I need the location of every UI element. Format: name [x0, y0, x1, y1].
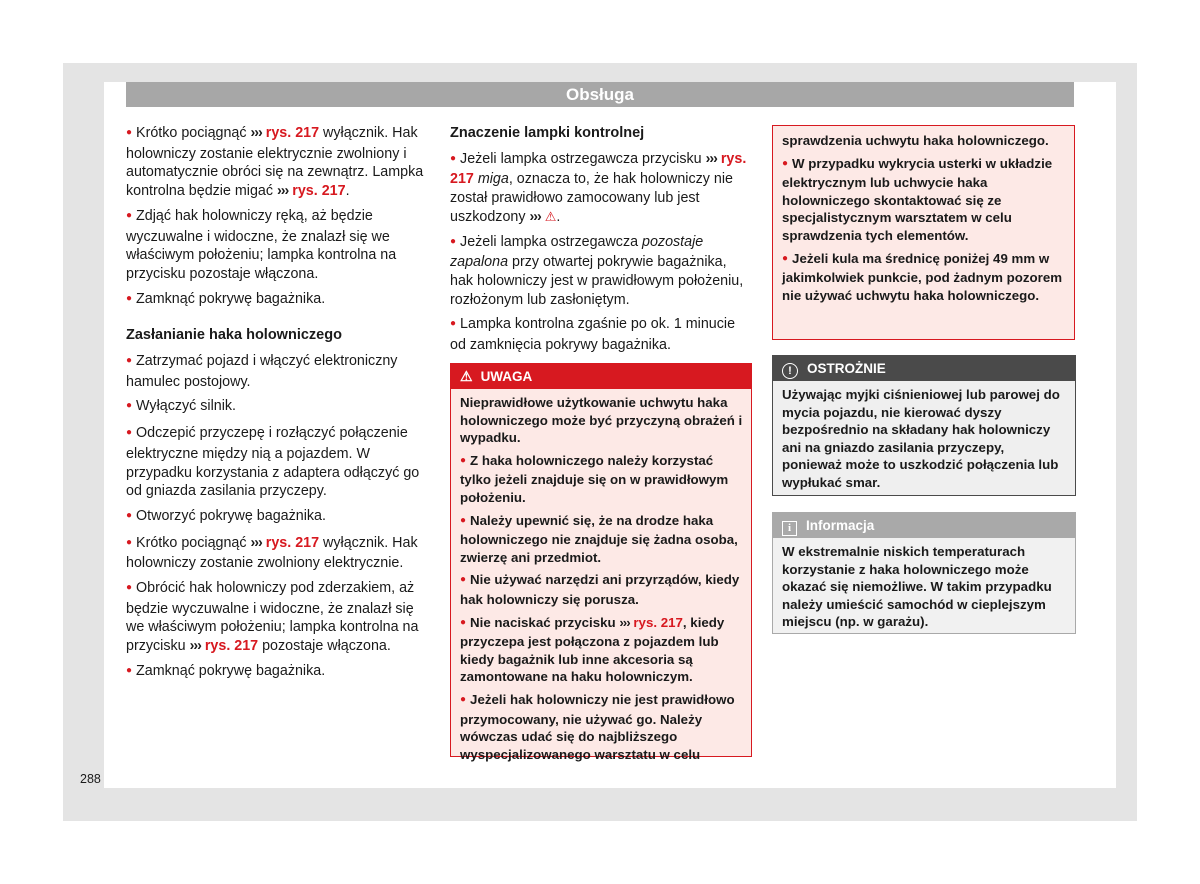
list-item: ● Krótko pociągnąć ››› rys. 217 wyłącznik. Hak holowniczy zostanie zwolniony elektrycznie. — [126, 534, 430, 573]
list-item: ● Krótko pociągnąć ››› rys. 217 wyłącznik. Hak holowniczy zostanie elektrycznie zwolniony i automatycznie obróci się na zewnątrz. Lampka kontrolna będzie migać ››› rys. 217. — [126, 124, 430, 201]
list-item: ● Otworzyć pokrywę bagażnika. — [126, 507, 430, 528]
list-item: ● Jeżeli lampka ostrzegawcza przycisku ››› rys. 217 miga, oznacza to, że hak holowniczy nie został prawidłowo zamocowany lub jest uszkodzony ››› ⚠. — [450, 150, 752, 227]
list-item: ● W przypadku wykrycia usterki w układzie elektrycznym lub uchwycie haka holowniczego skontaktować się ze specjalistycznym warsztatem w celu sprawdzenia tych elementów. — [782, 155, 1066, 245]
list-item: ● Jeżeli kula ma średnicę poniżej 49 mm w jakimkolwiek punkcie, pod żadnym pozorem nie używać uchwytu haka holowniczego. — [782, 250, 1066, 305]
figure-reference[interactable]: rys. 217 — [204, 638, 259, 655]
warning-box — [450, 363, 752, 762]
warning-intro: Nieprawidłowe użytkowanie uchwytu haka holowniczego może być przyczyną obrażeń i wypadku. — [460, 395, 743, 446]
info-icon: i — [782, 521, 797, 536]
exclamation-circle-icon: ! — [782, 363, 798, 379]
list-item: ● Obrócić hak holowniczy pod zderzakiem, aż będzie wyczuwalne i widoczne, że znalazł się we właściwym położeniu; lampka kontrolna na przycisku ››› rys. 217 pozostaje włączona. — [126, 579, 430, 656]
figure-reference[interactable]: rys. 217 — [633, 614, 683, 630]
list-item: ● Nie używać narzędzi ani przyrządów, kiedy hak holowniczy się porusza. — [460, 571, 743, 608]
list-item: ● Odczepić przyczepę i rozłączyć połączenie elektryczne między nią a pojazdem. W przypadku korzystania z adaptera odłączyć go od gniazda zasilania przyczepy. — [126, 424, 430, 501]
warning-continuation: sprawdzenia uchwytu haka holowniczego. — [782, 133, 1049, 148]
list-item: ● Wyłączyć silnik. — [126, 397, 430, 418]
section-heading: Zasłanianie haka holowniczego — [126, 327, 342, 344]
list-item: ● Zamknąć pokrywę bagażnika. — [126, 290, 430, 311]
section-heading: Znaczenie lampki kontrolnej — [450, 125, 645, 141]
info-box — [772, 512, 1076, 634]
warning-triangle-icon: ⚠ — [460, 368, 473, 384]
list-item: ● Jeżeli lampka ostrzegawcza pozostaje zapalona przy otwartej pokrywie bagażnika, hak holowniczy jest w prawidłowym położeniu, rozłożonym lub zasłoniętym. — [450, 233, 752, 310]
figure-reference[interactable]: rys. 217 — [265, 125, 320, 141]
figure-reference[interactable]: rys. 217 — [265, 534, 320, 551]
list-item: ● Zamknąć pokrywę bagażnika. — [126, 662, 430, 683]
info-header: i Informacja — [773, 513, 1075, 538]
section-header: Obsługa — [126, 82, 1074, 107]
list-item: ● Zatrzymać pojazd i włączyć elektroniczny hamulec postojowy. — [126, 352, 430, 391]
caution-header: ! OSTROŻNIE — [773, 356, 1075, 381]
list-item: ● Należy upewnić się, że na drodze haka holowniczego nie znajduje się żadna osoba, zwierzę ani przedmiot. — [460, 512, 743, 567]
caution-text: Używając myjki ciśnieniowej lub parowej do mycia pojazdu, nie kierować dyszy bezpośrednio na składany hak holowniczy ani na gniazdo zasilania przyczepy, ponieważ może to uszkodzić połączenia lub wypłukać smar. — [782, 387, 1060, 490]
warning-header: ⚠ UWAGA — [451, 364, 751, 389]
column-middle — [450, 124, 752, 361]
figure-reference[interactable]: rys. 217 — [450, 150, 747, 188]
figure-reference[interactable]: rys. 217 — [292, 183, 346, 200]
warning-icon[interactable]: ⚠ — [544, 208, 557, 224]
info-text: W ekstremalnie niskich temperaturach korzystanie z haka holowniczego może okazać się niemożliwe. W takim przypadku należy umieścić samochód w cieplejszym miejscu (np. w garażu). — [782, 544, 1052, 630]
list-item: ● Jeżeli hak holowniczy nie jest prawidłowo przymocowany, nie używać go. Należy wówczas udać się do najbliższego wyspecjalizowanego warsztatu w celu — [460, 691, 743, 763]
list-item: ● Lampka kontrolna zgaśnie po ok. 1 minucie od zamknięcia pokrywy bagażnika. — [450, 315, 752, 354]
list-item: ● Zdjąć hak holowniczy ręką, aż będzie wyczuwalne i widoczne, że znalazł się we właściwym położeniu; lampka kontrolna na przycisku pozostaje włączona. — [126, 207, 430, 284]
caution-box — [772, 355, 1076, 496]
column-left — [126, 124, 430, 689]
page-number: 288 — [80, 772, 101, 786]
list-item: ● Z haka holowniczego należy korzystać tylko jeżeli znajduje się on w prawidłowym położeniu. — [460, 452, 743, 507]
warning-box-continued — [772, 125, 1075, 340]
list-item: ● Nie naciskać przycisku ››› rys. 217, kiedy przyczepa jest połączona z pojazdem lub kiedy bagażnik lub inne akcesoria są zamontowane na haku holowniczym. — [460, 614, 743, 686]
